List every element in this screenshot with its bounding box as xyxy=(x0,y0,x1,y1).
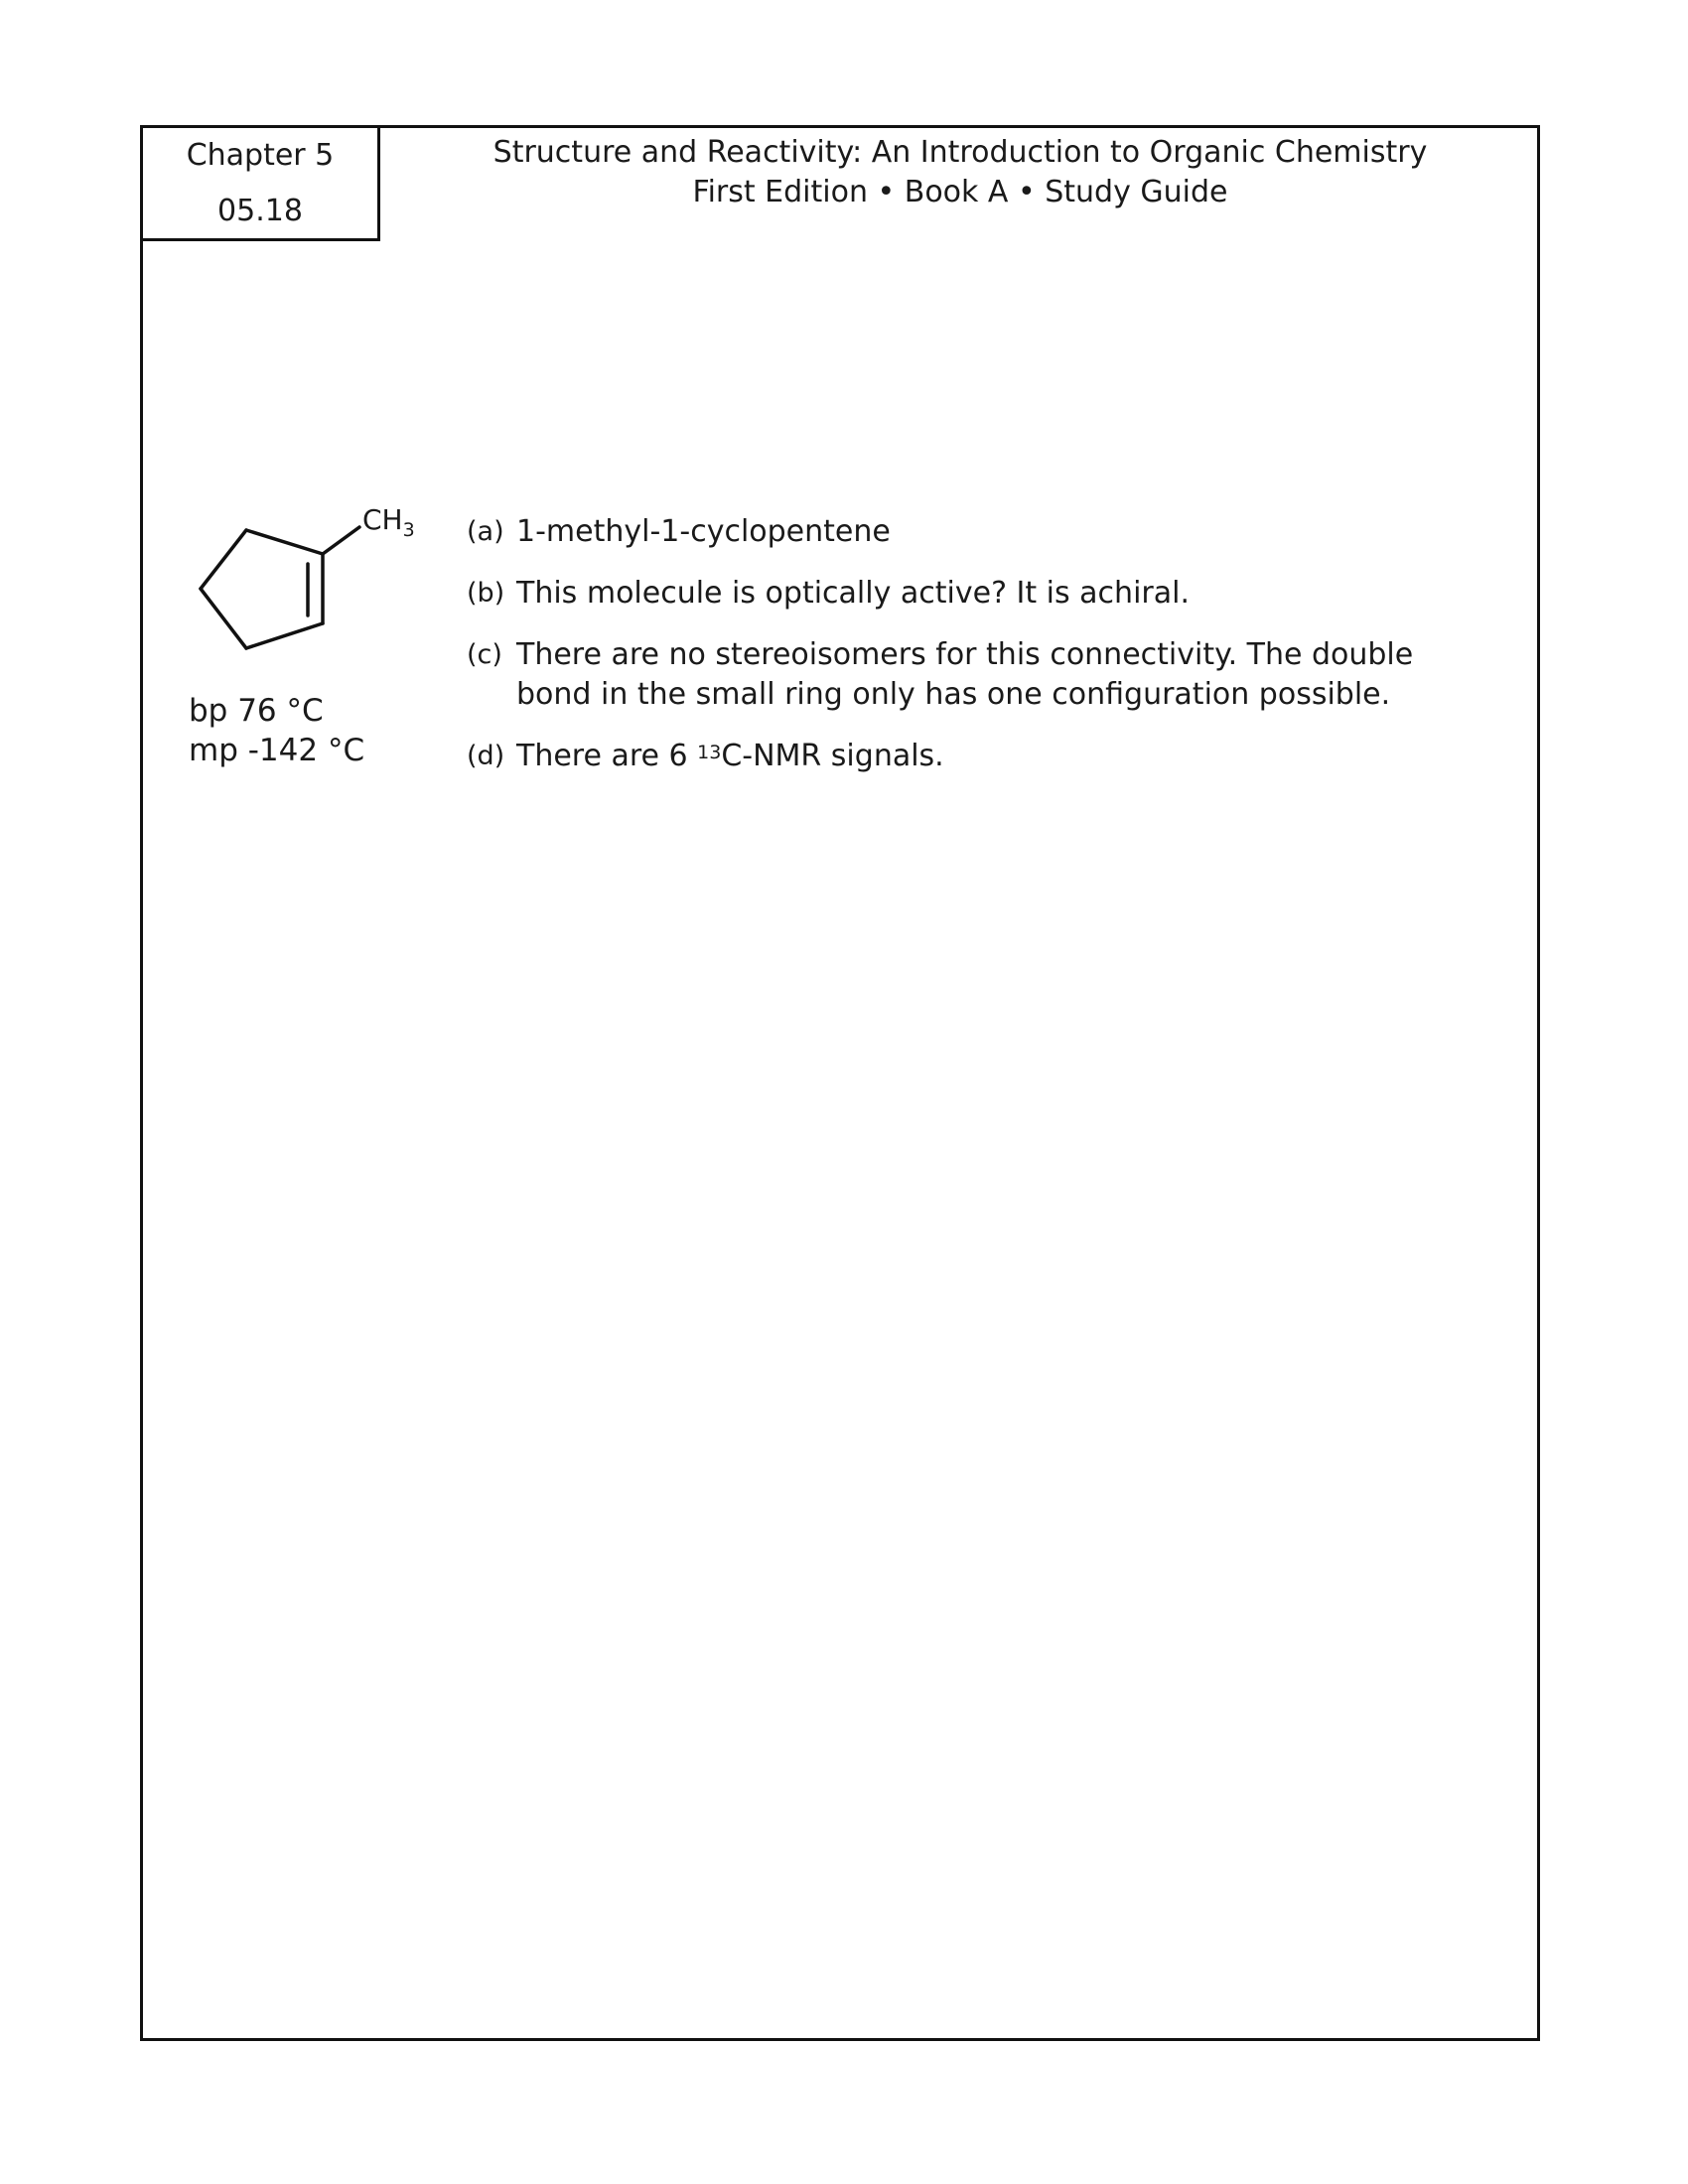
physical-properties xyxy=(189,691,364,770)
answer-label: (a) xyxy=(467,516,504,547)
melting-point: mp -142 °C xyxy=(189,733,365,768)
methyl-label xyxy=(362,503,415,541)
ring-bond-c4-c5 xyxy=(201,530,246,589)
answer-b xyxy=(467,574,1489,614)
chapter-box xyxy=(140,125,380,241)
answer-a xyxy=(467,512,1489,552)
answer-text: There are no stereoisomers for this connectivity. The double bond in the small ring only has one configuration possible. xyxy=(516,637,1414,712)
answer-label: (c) xyxy=(467,639,502,670)
answer-label: (b) xyxy=(467,578,505,609)
problem-number: 05.18 xyxy=(217,194,303,228)
answer-text-before: There are 6 xyxy=(516,739,698,773)
chapter-label: Chapter 5 xyxy=(186,138,335,173)
ring-bond-c2-c3 xyxy=(246,623,323,648)
answer-d xyxy=(467,737,1489,776)
isotope-superscript: 13 xyxy=(697,742,722,763)
book-title: Structure and Reactivity: An Introduction to Organic Chemistry xyxy=(492,135,1428,170)
methylcyclopentene-structure xyxy=(189,501,437,680)
boiling-point: bp 76 °C xyxy=(189,693,324,729)
answer-list xyxy=(467,512,1489,798)
answer-c xyxy=(467,635,1489,715)
ring-bond-c3-c4 xyxy=(201,589,246,648)
page-frame xyxy=(140,125,1540,2041)
methyl-bond xyxy=(323,527,359,554)
answer-text-after: C-NMR signals. xyxy=(721,739,944,773)
answer-label: (d) xyxy=(467,741,505,771)
answer-text: 1-methyl-1-cyclopentene xyxy=(516,514,891,549)
answer-text xyxy=(516,737,1489,776)
ring-bond-c5-c1 xyxy=(246,530,323,554)
methyl-subscript: 3 xyxy=(402,519,415,541)
methyl-ch: CH xyxy=(362,503,403,536)
answer-text: This molecule is optically active? It is achiral. xyxy=(516,576,1190,611)
book-header xyxy=(380,133,1540,212)
edition-line: First Edition • Book A • Study Guide xyxy=(692,175,1228,209)
